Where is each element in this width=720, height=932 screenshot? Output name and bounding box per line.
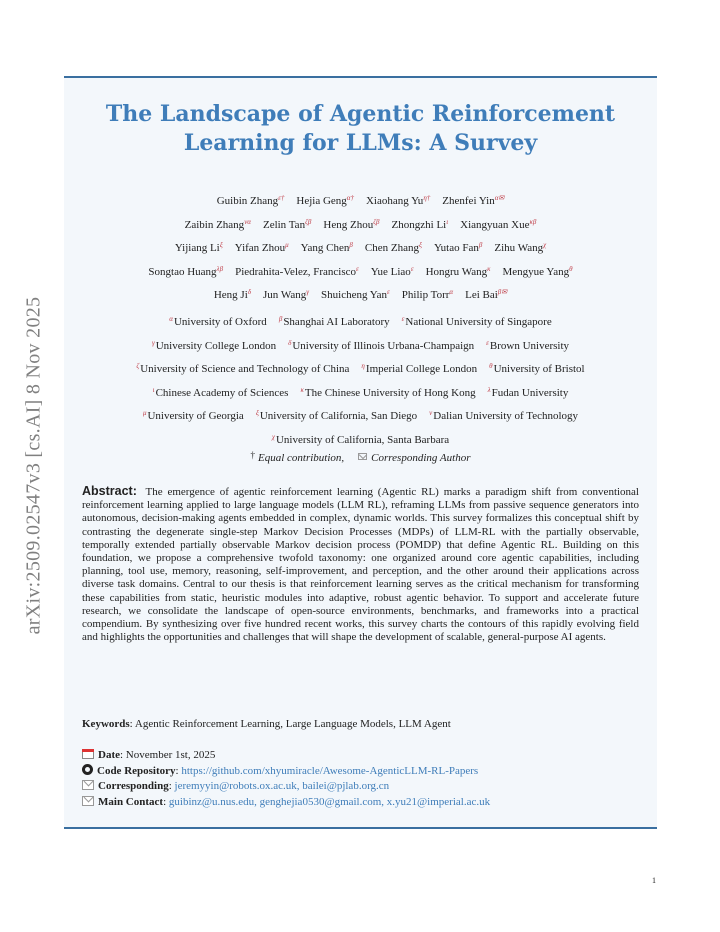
author-name: Zhenfei Yin [442, 195, 495, 207]
author-affiliation-marker: δ [247, 288, 252, 297]
code-repository-link[interactable]: https://github.com/xhyumiracle/Awesome-AgenticLLM-RL-Papers [181, 764, 479, 777]
author-affiliation-marker: ζβ [373, 217, 380, 226]
author [371, 258, 414, 285]
author-affiliation-marker: γ [306, 288, 310, 297]
author-name: Zhongzhi Li [391, 218, 447, 231]
affiliation-name: Shanghai AI Laboratory [283, 316, 390, 328]
affiliation-marker: γ [151, 338, 155, 347]
author-affiliation-marker: λβ [216, 264, 224, 273]
date-value: : November 1st, 2025 [120, 749, 216, 761]
affiliation-name: Brown University [489, 339, 570, 352]
abstract-text: The emergence of agentic reinforcement learning (Agentic RL) marks a paradigm shift from conventional reinforcement learning applied to large language models (LLM RL), reframing LLMs from passive sequence generators into autonomous, decision-making agents embedded in complex, dynamic worlds. This survey formalizes this conceptual shift by contrasting the degenerate single-step Markov Decision Processes (MDPs) of LLM-RL with the partially observable, temporally extended partially observable Markov decision process (POMDP) that define Agentic RL. Building on this foundation, we propose a comprehensive twofold taxonomy: one organized around core agentic capabilities, including planning, tool use, memory, reasoning, self-improvement, and perception, and the other around their applications across diverse task domains. Central to our thesis is that reinforcement learning serves as the critical mechanism for transforming these capabilities from static, heuristic modules into adaptive, robust agentic behavior. To support and accelerate future research, we consolidate the landscape of open-source environments, benchmarks, and frameworks into a practical compendium. By synthesizing over five hundred recent works, this survey charts the contours of this rapidly evolving field and highlights the opportunities and challenges that will shape the development of scalable, general-purpose AI agents. [82, 486, 639, 644]
author [365, 234, 422, 261]
author-name: Piedrahita-Velez, Francisco [235, 265, 357, 278]
author [148, 258, 223, 285]
author-line [64, 187, 657, 211]
author [263, 211, 311, 238]
author-affiliation-marker: ε [356, 264, 359, 273]
envelope-icon [358, 453, 367, 460]
affiliation-line [64, 379, 657, 403]
affiliation-name: Fudan University [491, 386, 569, 399]
affiliation-name: The Chinese University of Hong Kong [304, 386, 476, 399]
author-name: Heng Ji [213, 289, 248, 302]
author-name: Guibin Zhang [216, 195, 279, 207]
author-name: Yifan Zhou [234, 242, 286, 255]
author-affiliation-marker: β [478, 241, 483, 250]
author [460, 211, 536, 238]
affiliation-name: University of Oxford [173, 316, 267, 328]
main-contact-email-links[interactable]: guibinz@u.nus.edu, genghejia0530@gmail.com, x.yu21@imperial.ac.uk [168, 795, 491, 808]
author [217, 187, 285, 214]
date-label: Date [98, 749, 120, 761]
date-row [82, 748, 639, 764]
affiliation-line [64, 332, 657, 356]
author-affiliation-marker: β [349, 241, 353, 250]
affiliation [279, 308, 390, 335]
author-line [64, 211, 657, 235]
affiliation [489, 355, 585, 382]
affiliation-name: University College London [155, 339, 277, 352]
author-affiliation-marker: κ [487, 264, 491, 273]
author-name: Zelin Tan [262, 218, 306, 231]
affiliation-name: University of Science and Technology of China [140, 363, 350, 376]
affiliation-marker: ι [152, 385, 155, 394]
keywords [82, 718, 639, 730]
affiliation [153, 379, 289, 406]
author-name: Hejia Geng [296, 195, 347, 207]
author-line [64, 234, 657, 258]
author [214, 281, 251, 308]
affiliation-name: Imperial College London [365, 363, 478, 376]
author-name: Philip Torr [401, 289, 450, 302]
affiliation-marker: λ [487, 385, 491, 394]
author-name: Yang Chen [300, 242, 350, 255]
envelope-icon [82, 796, 94, 806]
main-contact-label: Main Contact [98, 795, 164, 808]
dagger-symbol: † [250, 450, 255, 460]
affiliation-list [64, 308, 657, 450]
author [321, 281, 390, 308]
author-affiliation-marker: α✉ [494, 194, 505, 202]
affiliation-marker: χ [271, 432, 275, 441]
affiliation-marker: ν [429, 409, 433, 418]
affiliation-name: Chinese Academy of Sciences [155, 386, 289, 399]
author-name: Shuicheng Yan [321, 289, 388, 302]
affiliation-line [64, 426, 657, 450]
affiliation-marker: η [361, 362, 365, 371]
author-affiliation-marker: α† [346, 194, 354, 202]
author [235, 234, 289, 261]
affiliation-marker: ζ [136, 362, 140, 371]
author-list [64, 187, 657, 305]
github-icon [82, 764, 93, 775]
author [402, 281, 453, 308]
author-line [64, 281, 657, 305]
affiliation-marker: κ [300, 385, 304, 394]
affiliation-line [64, 402, 657, 426]
corresponding-row: Corresponding: jeremyyin@robots.ox.ac.uk, bailei@pjlab.org.cn [82, 779, 639, 795]
author-name: Yue Liao [370, 265, 411, 278]
author [301, 234, 353, 261]
corresponding-label: Corresponding [98, 780, 169, 792]
affiliation [169, 308, 267, 335]
author [426, 258, 491, 285]
affiliation-name: University of Georgia [147, 410, 244, 423]
author-affiliation-marker: θ [569, 264, 573, 273]
author-name: Mengyue Yang [502, 265, 570, 278]
author [465, 281, 507, 308]
affiliation-name: University of Bristol [493, 363, 585, 376]
author [442, 187, 504, 214]
affiliation-name: University of Illinois Urbana-Champaign [292, 339, 475, 352]
affiliation-marker: β [278, 315, 283, 323]
affiliation-line [64, 355, 657, 379]
affiliation-line [64, 308, 657, 332]
affiliation-name: University of California, Santa Barbara [275, 433, 450, 446]
keywords-text: : Agentic Reinforcement Learning, Large Language Models, LLM Agent [129, 718, 451, 730]
author [263, 281, 309, 308]
author-affiliation-marker: ι [446, 217, 449, 226]
title-page-panel [64, 76, 657, 829]
affiliation [429, 402, 578, 429]
author-line [64, 258, 657, 282]
author-name: Jun Wang [263, 289, 307, 302]
title-line-1: The Landscape of Agentic Reinforcement [105, 101, 616, 127]
author-name: Chen Zhang [364, 242, 419, 255]
author [235, 258, 359, 285]
author-name: Yijiang Li [174, 242, 220, 255]
author [185, 211, 251, 238]
author [296, 187, 354, 214]
author-affiliation-marker: μ [285, 241, 289, 250]
arxiv-identifier-stamp [4, 200, 64, 730]
affiliation [143, 402, 244, 429]
affiliation-marker: ε [401, 315, 405, 323]
author-affiliation-marker: ξ [418, 241, 422, 250]
affiliation [152, 332, 276, 359]
author-affiliation-marker: να [244, 217, 251, 226]
author [392, 211, 449, 238]
affiliation-name: Dalian University of Technology [433, 410, 579, 423]
affiliation-name: National University of Singapore [405, 316, 552, 328]
affiliation [288, 332, 474, 359]
main-contact-row: Main Contact: guibinz@u.nus.edu, genghejia0530@gmail.com, x.yu21@imperial.ac.uk [82, 795, 639, 811]
author [323, 211, 379, 238]
affiliation [136, 355, 349, 382]
author-name: Hongru Wang [425, 265, 488, 278]
affiliation [272, 426, 449, 453]
affiliation [486, 332, 569, 359]
affiliation [361, 355, 477, 382]
arxiv-stamp-text: arXiv:2509.02547v3 [cs.AI] 8 Nov 2025 [22, 296, 45, 634]
code-repository-label: Code Repository [97, 764, 176, 777]
author [503, 258, 573, 285]
affiliation-marker: δ [288, 338, 292, 347]
author [494, 234, 546, 261]
calendar-icon [82, 749, 94, 759]
affiliation [402, 308, 552, 335]
equal-contribution-text: Equal contribution, [258, 452, 345, 464]
author-name: Songtao Huang [148, 265, 217, 278]
affiliation-marker: ε [486, 338, 489, 347]
contribution-note [64, 450, 657, 464]
paper-title [64, 100, 657, 158]
author-name: Lei Bai [465, 289, 498, 302]
author-affiliation-marker: ξ [219, 241, 223, 250]
author-name: Zihu Wang [494, 242, 544, 255]
corresponding-author-text: Corresponding Author [371, 452, 471, 464]
author [366, 187, 430, 214]
author-affiliation-marker: η† [423, 194, 431, 202]
author [175, 234, 223, 261]
paper-metadata [82, 748, 639, 810]
author-name: Zaibin Zhang [184, 218, 245, 231]
author-name: Heng Zhou [323, 218, 374, 231]
author-affiliation-marker: ε [387, 288, 390, 297]
title-line-2: Learning for LLMs: A Survey [183, 130, 538, 156]
code-repository-row: Code Repository: https://github.com/xhyumiracle/Awesome-AgenticLLM-RL-Papers [82, 764, 639, 780]
affiliation-marker: μ [142, 409, 147, 418]
author-affiliation-marker: χ [543, 241, 547, 250]
affiliation [488, 379, 569, 406]
author-affiliation-marker: ε† [278, 194, 285, 202]
abstract [82, 485, 639, 644]
author-affiliation-marker: ε [410, 264, 414, 273]
page-number: 1 [652, 876, 656, 885]
keywords-label: Keywords [82, 718, 130, 730]
affiliation-marker: α [169, 315, 173, 323]
author-affiliation-marker: κβ [529, 217, 537, 226]
author-name: Xiaohang Yu [365, 195, 424, 207]
author-affiliation-marker: β✉ [497, 288, 508, 297]
affiliation-marker: ξ [255, 409, 259, 418]
author-affiliation-marker: ζβ [305, 217, 312, 226]
author-name: Yutao Fan [433, 242, 479, 255]
author [434, 234, 482, 261]
corresponding-email-links[interactable]: jeremyyin@robots.ox.ac.uk, bailei@pjlab.org.cn [174, 780, 390, 792]
affiliation [256, 402, 417, 429]
affiliation [300, 379, 475, 406]
author-name: Xiangyuan Xue [460, 218, 530, 231]
affiliation-name: University of California, San Diego [259, 410, 418, 423]
abstract-label: Abstract: [82, 484, 137, 498]
envelope-icon [82, 780, 94, 790]
affiliation-marker: θ [489, 362, 493, 371]
author-affiliation-marker: α [449, 288, 454, 297]
